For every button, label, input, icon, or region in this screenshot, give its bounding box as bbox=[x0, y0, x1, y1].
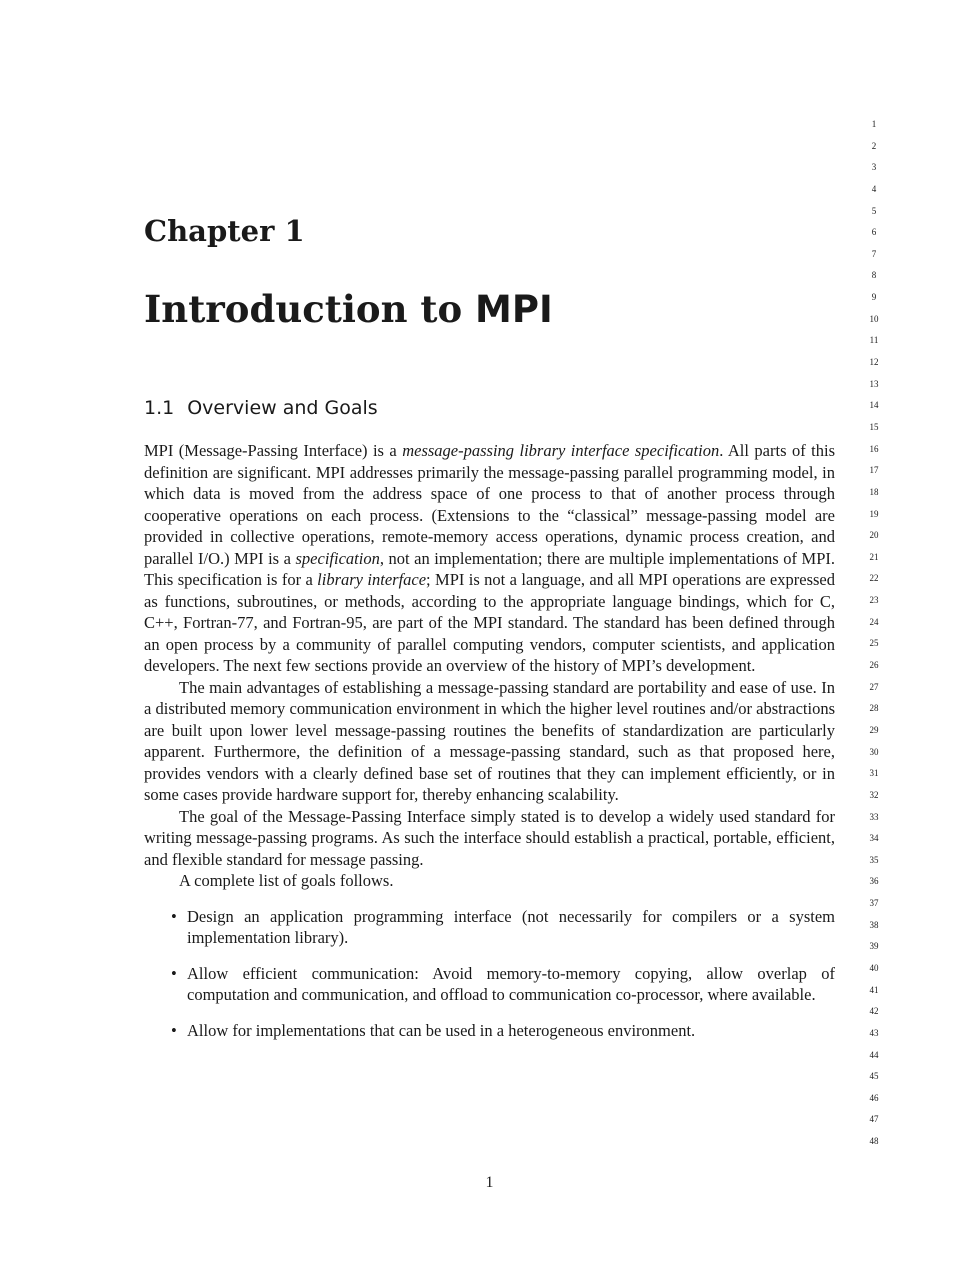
line-number: 7 bbox=[871, 248, 877, 259]
line-number: 46 bbox=[869, 1092, 879, 1103]
bullet-icon: • bbox=[171, 963, 177, 983]
chapter-title-prefix: Introduction to bbox=[144, 287, 476, 331]
list-item bbox=[144, 1020, 835, 1042]
line-numbers bbox=[862, 114, 886, 1153]
line-number: 44 bbox=[869, 1049, 879, 1060]
line-number: 6 bbox=[871, 227, 877, 238]
list-item-text: Allow efficient communication: Avoid memory-to-memory copying, allow overlap of computation and communication, and offload to communication co-processor, where available. bbox=[187, 963, 835, 1004]
list-item bbox=[144, 906, 835, 949]
page-number: 1 bbox=[485, 1174, 494, 1191]
chapter-label: Chapter 1 bbox=[144, 214, 305, 248]
line-number: 8 bbox=[871, 270, 877, 281]
line-number: 24 bbox=[869, 616, 879, 627]
line-number: 33 bbox=[869, 811, 879, 822]
line-number: 20 bbox=[869, 530, 879, 541]
paragraph-advantages: The main advantages of establishing a message-passing standard are portability and ease of use. In a distributed memory communication environment in which the higher level routines and/or abstractions are built upon lower level message-passing routines the benefits of standardization are particularly apparent. Furthermore, the definition of a message-passing standard, such as that proposed here, provides vendors with a clearly defined base set of routines that they can implement efficiently, or in some cases provide hardware support for, thereby enhancing scalability. bbox=[144, 677, 835, 804]
emphasis-message-passing-spec: message-passing library interface specification bbox=[402, 441, 720, 460]
line-number: 32 bbox=[869, 789, 879, 800]
line-number: 36 bbox=[869, 876, 879, 887]
section-heading bbox=[144, 397, 378, 419]
paragraph-overview-part-e: , not an implementation; there are multiple implementations of MPI. This specification is for a bbox=[144, 548, 835, 589]
line-number: 3 bbox=[871, 162, 877, 173]
list-item-text: Allow for implementations that can be used in a heterogeneous environment. bbox=[187, 1020, 696, 1040]
line-number: 23 bbox=[869, 595, 879, 606]
chapter-title-mpi: MPI bbox=[475, 288, 553, 331]
line-number: 25 bbox=[869, 638, 879, 649]
paragraph-overview bbox=[144, 440, 835, 677]
bullet-icon: • bbox=[171, 906, 177, 926]
line-number: 5 bbox=[871, 205, 877, 216]
bullet-icon: • bbox=[171, 1020, 177, 1040]
paragraph-overview-part-a: MPI (Message-Passing Interface) is a bbox=[144, 441, 403, 460]
line-number: 1 bbox=[871, 119, 877, 129]
paragraph-overview-part-c: . All parts of this definition are significant. MPI addresses primarily the message-passing parallel programming model, in which data is moved from the address space of one process to that of another process through cooperative operations on each process. (Extensions to the “classical” message-passing model are provided in collective operations, remote-memory access operations, dynamic process creation, and parallel I/O.) MPI is a bbox=[144, 441, 835, 568]
line-number: 38 bbox=[869, 919, 879, 930]
line-number: 26 bbox=[869, 660, 879, 671]
line-number: 43 bbox=[869, 1027, 879, 1038]
line-number: 30 bbox=[869, 746, 879, 757]
line-number: 35 bbox=[869, 854, 879, 865]
emphasis-library-interface: library interface bbox=[317, 570, 427, 589]
body-text bbox=[144, 440, 835, 1055]
line-number: 17 bbox=[869, 465, 879, 476]
line-number: 2 bbox=[871, 140, 877, 151]
line-number: 21 bbox=[869, 551, 879, 562]
line-number: 10 bbox=[869, 313, 879, 324]
section-number: 1.1 bbox=[144, 397, 175, 419]
line-number: 22 bbox=[869, 573, 879, 584]
line-number: 47 bbox=[869, 1114, 879, 1125]
line-number: 27 bbox=[869, 681, 879, 692]
paragraph-goal: The goal of the Message-Passing Interface simply stated is to develop a widely used standard for writing message-passing programs. As such the interface should establish a practical, portable, efficient, and flexible standard for message passing. bbox=[144, 806, 835, 869]
line-number: 31 bbox=[869, 768, 879, 779]
line-number: 19 bbox=[869, 508, 879, 519]
line-number: 42 bbox=[869, 1006, 879, 1017]
line-number: 45 bbox=[869, 1071, 879, 1082]
line-number: 37 bbox=[869, 898, 879, 909]
goals-list bbox=[144, 906, 835, 1042]
line-number: 16 bbox=[869, 443, 879, 454]
chapter-title bbox=[144, 287, 553, 331]
line-number: 14 bbox=[869, 400, 879, 411]
list-item bbox=[144, 963, 835, 1006]
line-number: 39 bbox=[869, 941, 879, 952]
line-number: 40 bbox=[869, 962, 879, 973]
section-title: Overview and Goals bbox=[187, 397, 378, 419]
line-number: 28 bbox=[869, 703, 879, 714]
line-number: 34 bbox=[869, 833, 879, 844]
paragraph-overview-part-g: ; MPI is not a language, and all MPI operations are expressed as functions, subroutines, or methods, according to the appropriate language bindings, which for C, C++, Fortran-77, and Fortran-95, are part of the MPI standard. The standard has been defined through an open process by a community of parallel computing vendors, computer scientists, and application developers. The next few sections provide an overview of the history of MPI’s development. bbox=[144, 570, 835, 675]
emphasis-specification: specification bbox=[295, 548, 380, 568]
list-item-text: Design an application programming interface (not necessarily for compilers or a system implementation library). bbox=[187, 906, 835, 947]
line-number: 12 bbox=[869, 357, 879, 368]
line-number: 4 bbox=[871, 183, 877, 194]
line-number: 9 bbox=[871, 292, 877, 303]
paragraph-goals-intro: A complete list of goals follows. bbox=[179, 871, 394, 890]
line-number: 29 bbox=[869, 724, 879, 735]
line-number: 41 bbox=[869, 984, 879, 995]
line-number: 15 bbox=[869, 421, 879, 432]
line-number: 13 bbox=[869, 378, 879, 389]
line-number: 48 bbox=[869, 1136, 879, 1147]
line-number: 11 bbox=[869, 335, 879, 346]
line-number: 18 bbox=[869, 486, 879, 497]
